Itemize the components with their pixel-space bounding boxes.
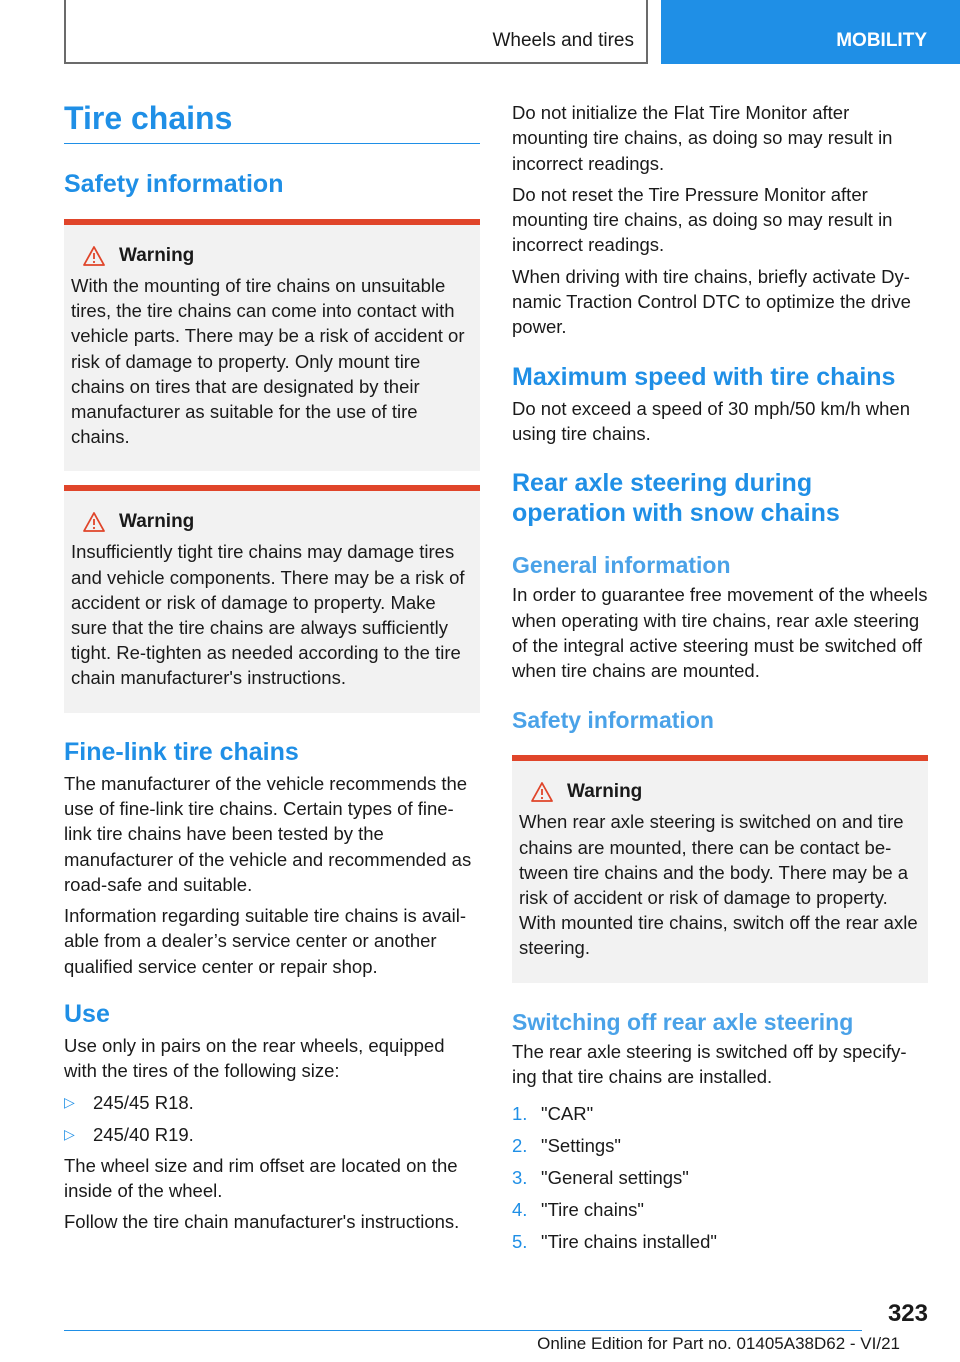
warning-text: With the mounting of tire chains on unsuitable tires, the tire chains can come into contact with vehicle parts. There may be a risk of accident or risk of damage to property. Only mount tire chains on tires that are designated by their manufacturer as suitable for the use of tire chains. [71, 275, 465, 448]
footer-edition: Online Edition for Part no. 01405A38D62 - VI/21 [537, 1334, 900, 1353]
use-paragraph-3: Follow the tire chain manufacturer's instructions. [64, 1211, 460, 1233]
fine-link-heading: Fine-link tire chains [64, 737, 299, 766]
switching-off-paragraph: The rear axle steering is switched off by specify‐ing that tire chains are installed. [512, 1040, 907, 1087]
warning-text: When rear axle steering is switched on and tire chains are mounted, there can be contact be‐tween tire chains and the body. There may be a risk of accident or risk of damage to property. With mounted tire chains, switch off the rear axle steering. [519, 811, 918, 959]
switching-off-heading: Switching off rear axle steering [512, 1008, 854, 1035]
list-item: ▷ 245/40 R19. [64, 1123, 194, 1145]
warning-box-rear-axle-contact [512, 755, 928, 982]
warning-triangle-icon [83, 512, 105, 532]
warning-box-tight-chains [64, 485, 480, 712]
footer-divider [64, 1330, 862, 1331]
maximum-speed-paragraph: Do not exceed a speed of 30 mph/50 km/h when using tire chains. [512, 397, 911, 444]
use-heading: Use [64, 1000, 110, 1029]
warning-header [83, 245, 472, 267]
general-information-paragraph: In order to guarantee free movement of the wheels when operating with tire chains, rear axle steering of the integral active steering must be switched off when tire chains are mounted. [512, 584, 928, 682]
list-item: 1. "CAR" [512, 1103, 594, 1125]
fine-link-paragraph-1: The manufacturer of the vehicle recommends the use of fine-link tire chains. Certain types of fine-link tire chains have been tested by the manufacturer of the vehicle and recommended as road-safe and suitable. [64, 772, 472, 895]
fine-link-paragraph-2: Information regarding suitable tire chains is avail‐able from a dealer’s service center or another qualified service center or repair shop. [64, 905, 467, 977]
triangle-bullet-icon: ▷ [64, 1093, 75, 1110]
warning-header [531, 781, 920, 803]
warning-text: Insufficiently tight tire chains may damage tires and vehicle components. There may be a risk of accident or risk of damage to property. Make sure that the tire chains are always sufficiently tight. Re-tighten as needed according to the tire chain manufacturer's instructions. [71, 541, 465, 689]
warning-triangle-icon [83, 246, 105, 266]
tire-size-list [64, 1090, 480, 1147]
list-item: 5. "Tire chains installed" [512, 1231, 717, 1253]
header-chapter-tab [661, 0, 960, 64]
right-column [512, 100, 928, 1254]
safety-information-heading: Safety information [512, 707, 714, 734]
header-section-tab [64, 0, 648, 64]
use-paragraph-2: The wheel size and rim offset are located on the inside of the wheel. [64, 1154, 458, 1201]
tire-pressure-monitor-paragraph: Do not reset the Tire Pressure Monitor after mounting tire chains, as doing so may result in incorrect readings. [512, 183, 893, 256]
safety-information-heading: Safety information [64, 170, 284, 198]
page-number: 323 [887, 1300, 928, 1327]
warning-box-unsuitable-tires [64, 219, 480, 471]
rear-axle-heading: Rear axle steering during operation with snow chains [512, 469, 840, 528]
header-section-title: Wheels and tires [492, 30, 634, 51]
dtc-paragraph: When driving with tire chains, briefly activate Dy‐namic Traction Control DTC to optimize the drive power. [512, 265, 911, 338]
flat-tire-monitor-paragraph: Do not initialize the Flat Tire Monitor after mounting tire chains, as doing so may result in incorrect readings. [512, 102, 893, 174]
list-item: ▷ 245/45 R18. [64, 1091, 194, 1113]
left-column [64, 100, 480, 1235]
use-paragraph-1: Use only in pairs on the rear wheels, equipped with the tires of the following size: [64, 1035, 445, 1082]
warning-label: Warning [119, 511, 195, 533]
maximum-speed-heading: Maximum speed with tire chains [512, 362, 896, 391]
warning-triangle-icon [531, 782, 553, 802]
warning-header [83, 511, 472, 533]
list-item: 2. "Settings" [512, 1135, 621, 1157]
menu-steps-list [512, 1101, 928, 1254]
header-chapter-title: MOBILITY [836, 30, 927, 51]
list-item: 3. "General settings" [512, 1167, 689, 1189]
page-title: Tire chains [64, 100, 480, 144]
list-item: 4. "Tire chains" [512, 1199, 644, 1221]
warning-label: Warning [119, 245, 195, 266]
triangle-bullet-icon: ▷ [64, 1125, 75, 1142]
warning-label: Warning [567, 781, 643, 803]
general-information-heading: General information [512, 552, 731, 579]
